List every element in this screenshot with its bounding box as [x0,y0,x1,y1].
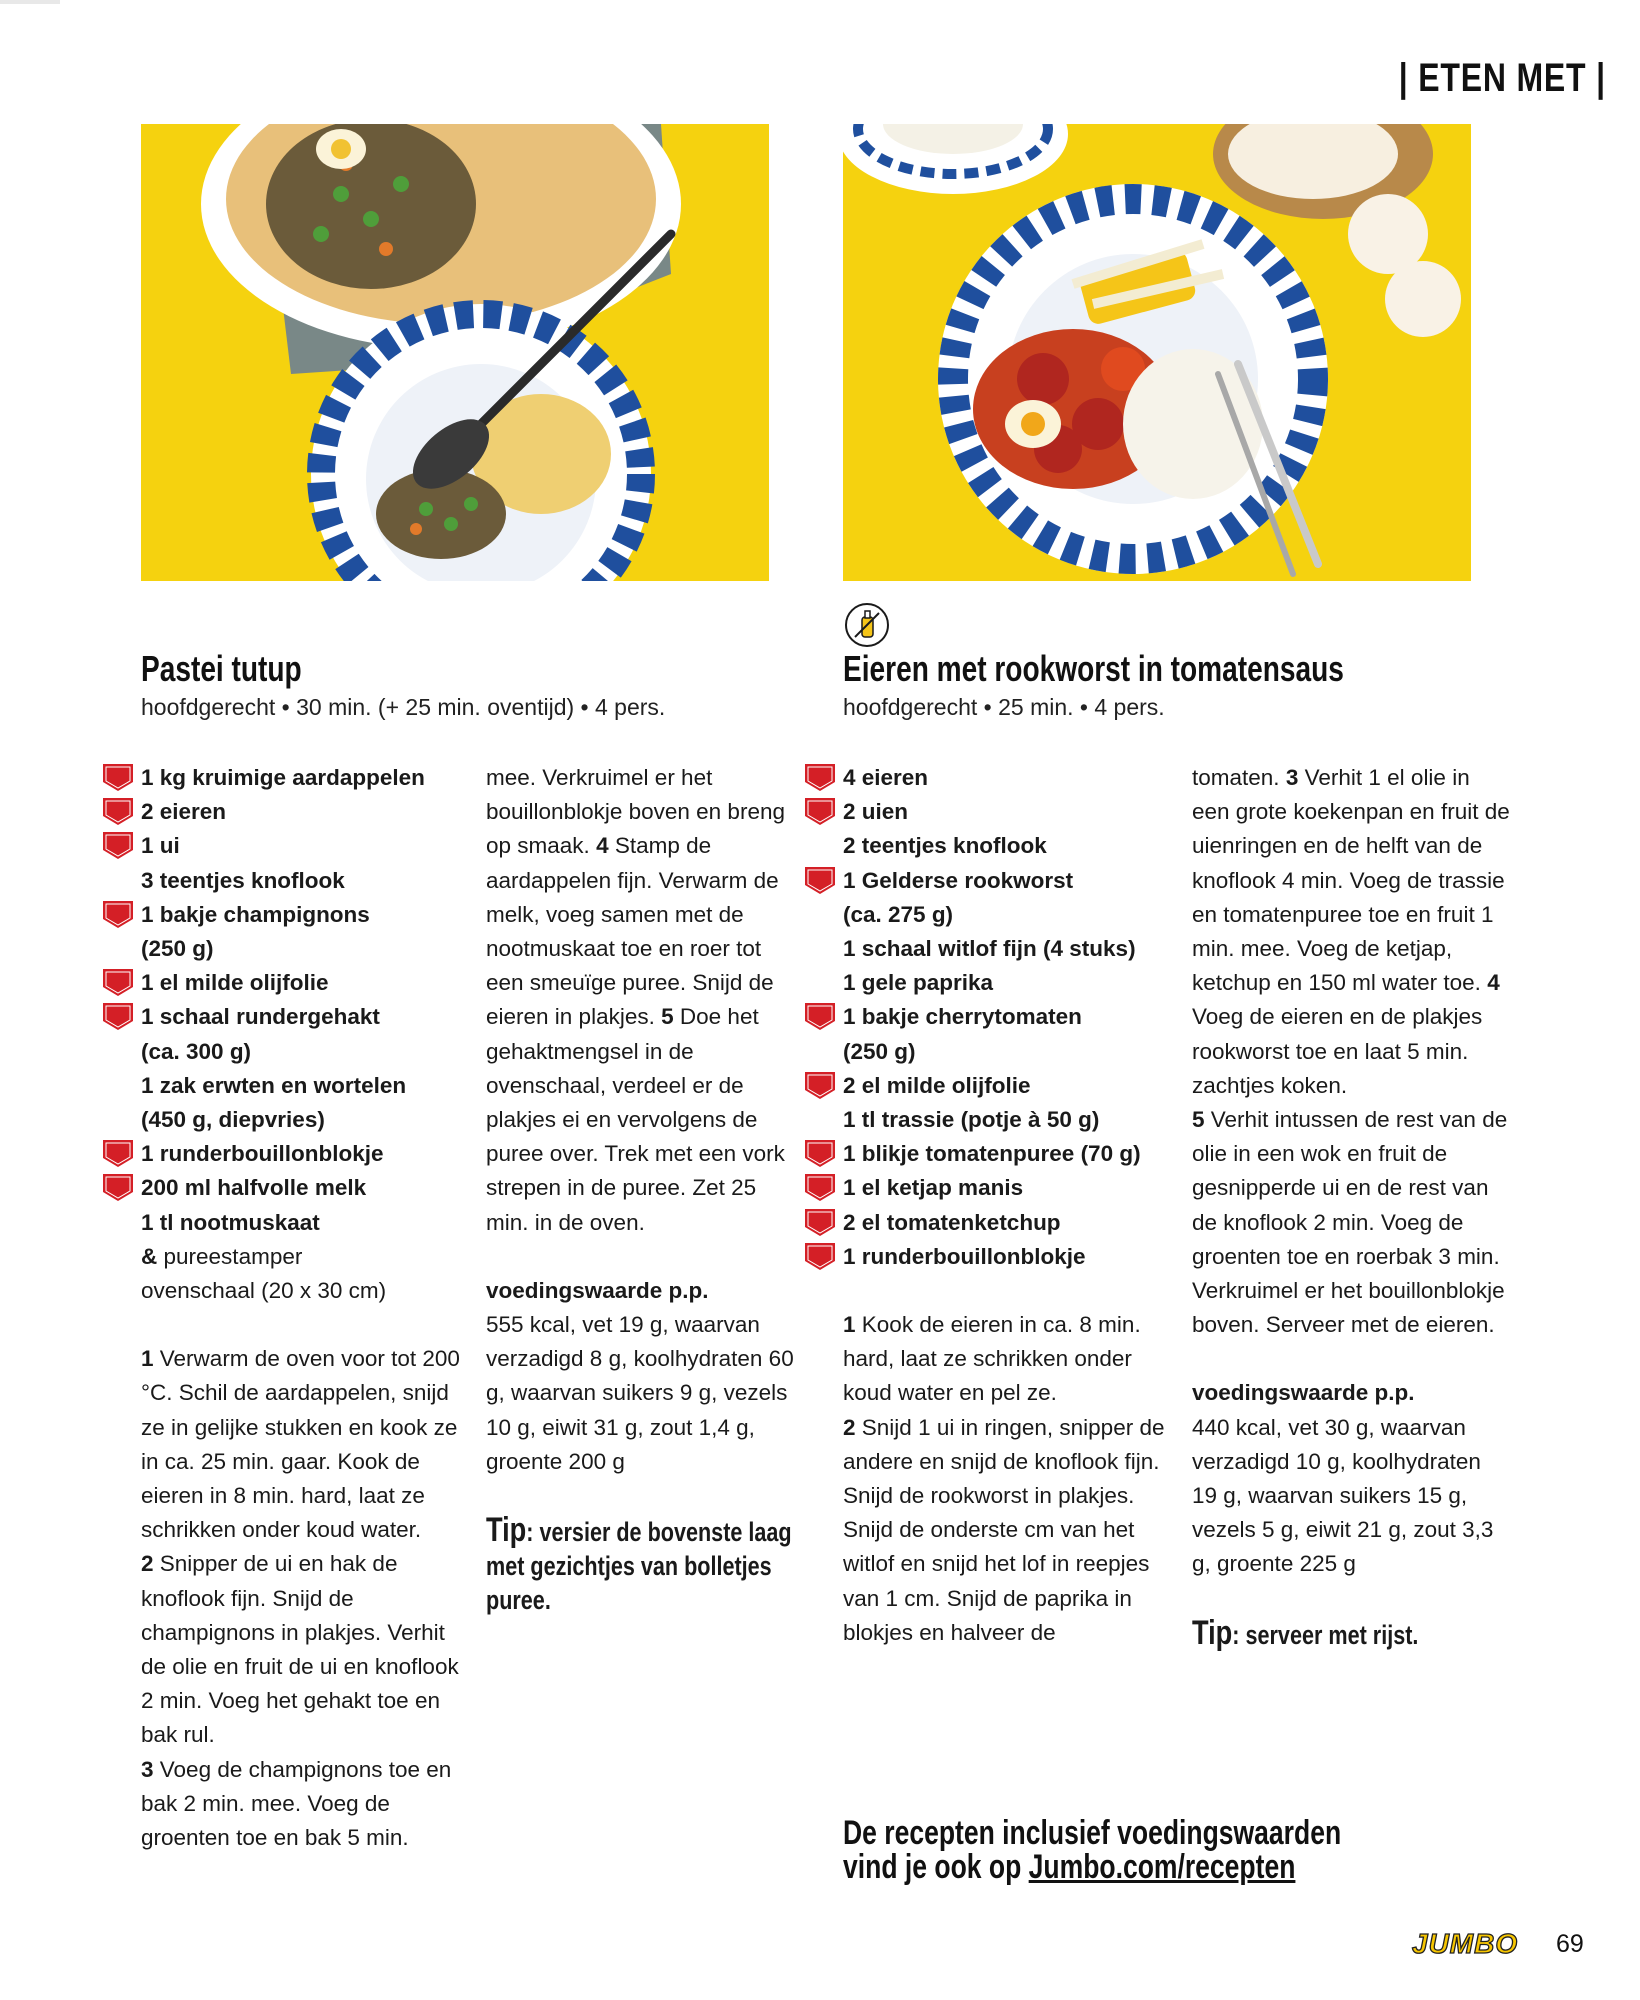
method-step [1192,761,1512,1103]
ingredient-item [843,1206,1178,1240]
ingredient-item [141,795,471,829]
tip [486,1513,796,1617]
step-text: Kook de eieren in ca. 8 min. hard, laat ze schrikken onder koud water en pel ze. [843,1312,1141,1406]
ingredient-item [141,829,471,863]
recipe-photo-eieren-rookworst [843,124,1471,581]
step-text: Doe het gehaktmengsel in de ovenschaal, verdeel er de plakjes ei en vervolgens de puree over. Trek met een vork strepen in de puree. Zet 25 min. in de oven. [486,1004,785,1235]
ingredient-item [141,864,471,898]
ingredient-item [843,829,1178,863]
lage-prijs-badge-icon [803,1207,837,1237]
step-text: Verhit intussen de rest van de olie in een wok en fruit de gesnipperde ui en de rest van de knoflook 2 min. Voeg de groenten toe en roerbak 3 min. Verkruimel er het bouillonblokje boven. Serveer met de eieren. [1192,1107,1508,1338]
step-text: Stamp de aardappelen fijn. Verwarm de melk, voeg samen met de nootmuskaat toe en roer tot een smeuïge puree. Snijd de eieren in plakjes. [486,833,779,1030]
ingredient-label: 1 gele paprika [843,970,994,996]
step-number: 5 [661,1004,674,1030]
tool-label: pureestamper [163,1243,303,1269]
ingredient-item [843,761,1178,795]
step-number: 2 [141,1551,154,1577]
step-number: 3 [141,1756,154,1782]
lage-prijs-badge-icon [101,762,135,792]
ingredient-item [843,864,1178,898]
tools-ampersand: & [141,1243,158,1269]
ingredient-list [843,761,1178,1274]
ingredient-item [141,1000,471,1034]
ingredient-item [843,1240,1178,1274]
ingredient-item [141,1069,471,1103]
tip-label: Tip [1192,1613,1233,1652]
tip [1192,1613,1512,1652]
recipe-title: Eieren met rookworst in tomatensaus [843,648,1344,689]
ingredient-list [141,761,471,1240]
recipe-title: Pastei tutup [141,648,302,689]
ingredient-label: 1 schaal witlof fijn (4 stuks) [843,936,1136,962]
ingredient-item [843,1069,1178,1103]
ingredient-item [141,898,471,932]
tip-text: : versier de bovenste laag met gezichtjes van bolletjes puree. [486,1517,792,1616]
lage-prijs-badge-icon [101,1172,135,1202]
ingredient-item [843,1171,1178,1205]
nutrition-title: voedingswaarde p.p. [1192,1380,1415,1406]
promo-text [843,1816,1341,1884]
bottle-crossed-icon [843,601,891,649]
ingredient-item [141,1137,471,1171]
ingredient-label: 1 runderbouillonblokje [141,1141,384,1167]
ingredient-label: (450 g, diepvries) [141,1107,325,1133]
ingredient-label: 2 teentjes knoflook [843,833,1047,859]
recipe-meta: hoofdgerecht • 25 min. • 4 pers. [843,694,1165,720]
ingredient-label: 1 tl trassie (potje à 50 g) [843,1107,1100,1133]
ingredient-item [843,1103,1178,1137]
method-step [1192,1103,1512,1342]
method-column [1192,761,1512,1652]
method-step [141,1753,471,1856]
method-step [141,1547,471,1752]
ingredient-label: (250 g) [843,1038,916,1064]
promo-line-2-prefix: vind je ook op [843,1848,1029,1886]
ingredient-label: 1 Gelderse rookworst [843,867,1074,893]
tip-text: : serveer met rijst. [1232,1619,1419,1650]
step-text: Verhit 1 el olie in een grote koekenpan en fruit de uienringen en de helft van de knoflook 4 min. Voeg de trassie en tomatenpuree toe en fruit 1 min. mee. Voeg de ketjap, ketchup en 150 ml water toe. [1192,765,1510,996]
nutrition-values: 440 kcal, vet 30 g, waarvan verzadigd 10 g, koolhydraten 19 g, waarvan suikers 15 g, vezels 5 g, eiwit 21 g, zout 3,3 g, groente 225 g [1192,1414,1494,1577]
ingredient-item [141,1171,471,1205]
step-text: tomaten. [1192,765,1280,790]
ingredient-label: 1 ui [141,833,180,859]
lage-prijs-badge-icon [101,830,135,860]
ingredient-item [141,1206,471,1240]
ingredient-item [843,932,1178,966]
lage-prijs-badge-icon [101,796,135,826]
step-number: 3 [1285,765,1299,790]
method-step [843,1308,1178,1411]
ingredient-label: 1 tl nootmuskaat [141,1209,320,1235]
ingredient-label: 1 bakje champignons [141,901,370,927]
ingredient-label: 1 runderbouillonblokje [843,1243,1086,1269]
recipes-link[interactable]: Jumbo.com/recepten [1028,1848,1296,1886]
ingredient-label: 1 zak erwten en wortelen [141,1072,407,1098]
lage-prijs-badge-icon [101,1001,135,1031]
ingredient-item [141,761,471,795]
method-step [486,761,796,1240]
ingredient-label: 1 bakje cherrytomaten [843,1004,1082,1030]
ingredient-label: 4 eieren [843,765,929,790]
ingredient-label: 3 teentjes knoflook [141,867,345,893]
ingredient-label: (ca. 300 g) [141,1038,252,1064]
lage-prijs-badge-icon [803,1241,837,1271]
ingredient-item [843,1000,1178,1034]
section-label: | ETEN MET | [1398,56,1606,100]
step-text: Snipper de ui en hak de knoflook fijn. Snijd de champignons in plakjes. Verhit de olie en fruit de ui en knoflook 2 min. Voeg het gehakt toe en bak rul. [141,1551,459,1748]
lage-prijs-badge-icon [803,762,837,792]
ingredient-item [843,1137,1178,1171]
tip-label: Tip [486,1511,527,1550]
page-number: 69 [1556,1930,1584,1958]
lage-prijs-badge-icon [803,1172,837,1202]
promo-line-2 [843,1850,1341,1884]
ingredient-label: 1 kg kruimige aardappelen [141,765,425,790]
lage-prijs-badge-icon [803,865,837,895]
ingredient-label: 2 el tomatenketchup [843,1209,1061,1235]
method-step [843,1411,1178,1650]
lage-prijs-badge-icon [101,899,135,929]
nutrition-title: voedingswaarde p.p. [486,1277,709,1303]
method-step [141,1342,471,1547]
ingredient-label: 1 el milde olijfolie [141,970,329,996]
lage-prijs-badge-icon [101,967,135,997]
ingredient-label: 2 eieren [141,799,227,825]
recipe-meta: hoofdgerecht • 30 min. (+ 25 min. oventijd) • 4 pers. [141,694,666,720]
lage-prijs-badge-icon [803,1001,837,1031]
ingredient-label: 2 el milde olijfolie [843,1072,1031,1098]
ingredient-item [843,1035,1178,1069]
step-text: Voeg de eieren en de plakjes rookworst toe en laat 5 min. zachtjes koken. [1192,1004,1483,1098]
ingredient-item [843,898,1178,932]
lage-prijs-badge-icon [803,796,837,826]
step-number: 1 [843,1312,856,1338]
step-number: 1 [141,1346,154,1372]
step-number: 4 [596,833,609,859]
ingredient-label: 200 ml halfvolle melk [141,1175,367,1201]
page-corner-tab [0,0,60,4]
tool-item [141,1240,471,1274]
nutrition-values: 555 kcal, vet 19 g, waarvan verzadigd 8 g, koolhydraten 60 g, waarvan suikers 9 g, vezels 10 g, eiwit 31 g, zout 1,4 g, groente 200 g [486,1312,794,1474]
ingredient-item [141,966,471,1000]
step-text: Voeg de champignons toe en bak 2 min. mee. Voeg de groenten toe en bak 5 min. [141,1756,452,1851]
ingredient-label: 1 el ketjap manis [843,1175,1024,1201]
ingredients-column [843,761,1178,1650]
lage-prijs-badge-icon [803,1138,837,1168]
ingredients-column [141,761,471,1855]
step-number: 5 [1192,1107,1205,1133]
recipe-photo-pastei-tutup [141,124,769,581]
ingredient-item [141,932,471,966]
ingredient-item [843,966,1178,1000]
ingredient-label: 2 uien [843,799,909,825]
promo-line-1: De recepten inclusief voedingswaarden [843,1814,1342,1852]
ingredient-item [141,1035,471,1069]
step-number: 2 [843,1414,856,1440]
lage-prijs-badge-icon [803,1070,837,1100]
ingredient-item [843,795,1178,829]
lage-prijs-badge-icon [101,1138,135,1168]
tool-item: ovenschaal (20 x 30 cm) [141,1278,387,1304]
method-column [486,761,796,1617]
ingredient-item [141,1103,471,1137]
step-text: Snijd 1 ui in ringen, snipper de andere en snijd de knoflook fijn. Snijd de rookworst in plakjes. Snijd de onderste cm van het witlof en snijd het lof in reepjes van 1 cm. Snijd de paprika in blokjes en halveer de [843,1414,1165,1645]
ingredient-label: 1 blikje tomatenpuree (70 g) [843,1141,1141,1167]
step-text: mee. Verkruimel er het bouillonblokje boven en breng op smaak. [486,765,785,859]
ingredient-label: 1 schaal rundergehakt [141,1004,380,1030]
ingredient-label: (ca. 275 g) [843,901,954,927]
step-text: Verwarm de oven voor tot 200 °C. Schil de aardappelen, snijd ze in gelijke stukken en kook ze in ca. 25 min. gaar. Kook de eieren in 8 min. hard, laat ze schrikken onder koud water. [141,1346,460,1543]
jumbo-logo: JUMBO [1412,1928,1519,1959]
ingredient-label: (250 g) [141,936,214,962]
step-number: 4 [1487,970,1500,996]
